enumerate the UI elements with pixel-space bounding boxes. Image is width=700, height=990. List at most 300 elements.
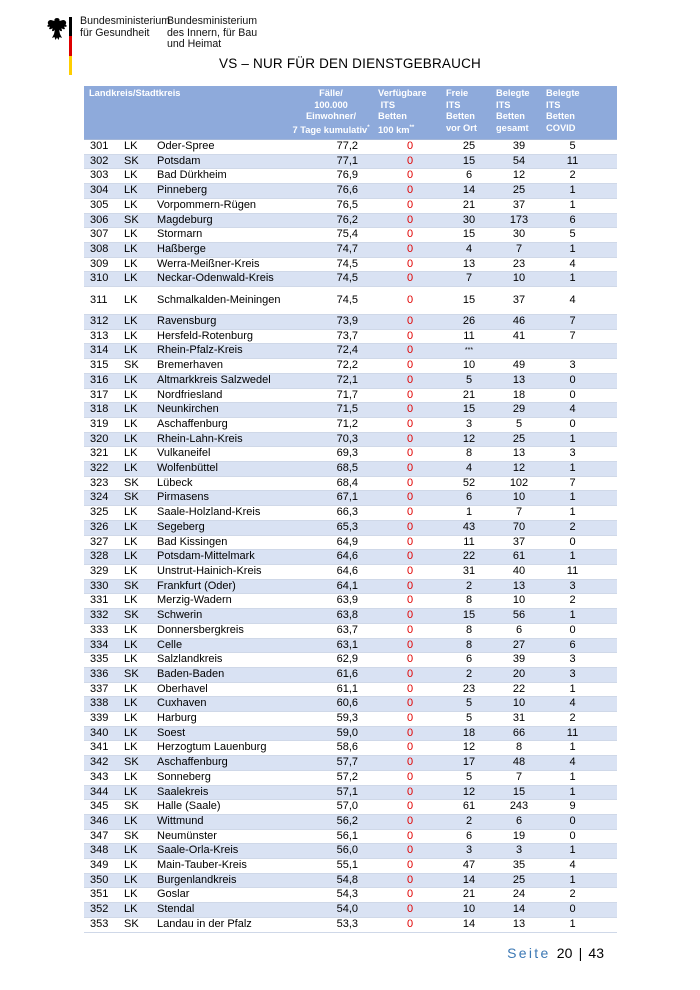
row-region-name: Rhein-Pfalz-Kreis	[153, 344, 286, 359]
page-total: 43	[588, 945, 604, 961]
table-row	[84, 873, 617, 888]
row-id: 321	[84, 447, 120, 462]
row-available-beds: 0	[376, 873, 444, 888]
row-type: LK	[120, 169, 153, 184]
row-occupied-beds: 22	[494, 682, 544, 697]
row-free-beds: 15	[444, 609, 494, 624]
row-id: 351	[84, 888, 120, 903]
row-region-name: Schmalkalden-Meiningen	[153, 287, 286, 315]
row-incidence-rate: 74,5	[286, 287, 376, 315]
row-incidence-rate: 59,3	[286, 712, 376, 727]
row-incidence-rate: 66,3	[286, 506, 376, 521]
row-occupied-beds: 13	[494, 373, 544, 388]
row-incidence-rate: 56,1	[286, 829, 376, 844]
row-occupied-beds: 5	[494, 417, 544, 432]
row-id: 344	[84, 785, 120, 800]
row-covid-beds: 1	[544, 873, 617, 888]
row-region-name: Baden-Baden	[153, 667, 286, 682]
row-covid-beds: 1	[544, 785, 617, 800]
row-region-name: Celle	[153, 638, 286, 653]
row-type: LK	[120, 388, 153, 403]
row-occupied-beds: 7	[494, 242, 544, 257]
row-id: 303	[84, 169, 120, 184]
table-row	[84, 432, 617, 447]
row-covid-beds: 1	[544, 770, 617, 785]
row-incidence-rate: 64,9	[286, 535, 376, 550]
row-occupied-beds: 37	[494, 198, 544, 213]
row-type: LK	[120, 859, 153, 874]
row-region-name: Stormarn	[153, 228, 286, 243]
row-occupied-beds: 10	[494, 491, 544, 506]
row-occupied-beds: 10	[494, 594, 544, 609]
row-id: 302	[84, 154, 120, 169]
row-type: LK	[120, 287, 153, 315]
table-row	[84, 814, 617, 829]
table-row	[84, 667, 617, 682]
row-occupied-beds: 12	[494, 169, 544, 184]
row-available-beds: 0	[376, 829, 444, 844]
row-id: 320	[84, 432, 120, 447]
row-id: 343	[84, 770, 120, 785]
row-region-name: Neckar-Odenwald-Kreis	[153, 272, 286, 287]
row-occupied-beds: 24	[494, 888, 544, 903]
table-row	[84, 373, 617, 388]
row-free-beds: 21	[444, 388, 494, 403]
row-id: 328	[84, 550, 120, 565]
row-free-beds: 14	[444, 184, 494, 199]
row-available-beds: 0	[376, 535, 444, 550]
row-covid-beds: 3	[544, 447, 617, 462]
table-row	[84, 844, 617, 859]
row-region-name: Aschaffenburg	[153, 756, 286, 771]
row-incidence-rate: 54,8	[286, 873, 376, 888]
row-covid-beds: 1	[544, 462, 617, 477]
page-number: 20	[556, 945, 573, 961]
row-id: 310	[84, 272, 120, 287]
table-row	[84, 140, 617, 155]
row-covid-beds: 2	[544, 594, 617, 609]
row-region-name: Rhein-Lahn-Kreis	[153, 432, 286, 447]
row-incidence-rate: 58,6	[286, 741, 376, 756]
row-available-beds: 0	[376, 506, 444, 521]
row-covid-beds: 5	[544, 228, 617, 243]
row-incidence-rate: 62,9	[286, 653, 376, 668]
row-type: LK	[120, 741, 153, 756]
row-region-name: Bremerhaven	[153, 359, 286, 374]
row-free-beds: 2	[444, 667, 494, 682]
row-type: LK	[120, 726, 153, 741]
row-occupied-beds: 31	[494, 712, 544, 727]
row-incidence-rate: 53,3	[286, 917, 376, 932]
row-type: SK	[120, 491, 153, 506]
row-type: LK	[120, 520, 153, 535]
row-id: 326	[84, 520, 120, 535]
row-occupied-beds: 41	[494, 329, 544, 344]
row-type: SK	[120, 359, 153, 374]
row-free-beds: 2	[444, 579, 494, 594]
row-occupied-beds: 13	[494, 917, 544, 932]
row-free-beds: 3	[444, 417, 494, 432]
row-id: 313	[84, 329, 120, 344]
header-region: Landkreis/Stadtkreis	[84, 86, 286, 140]
table-row	[84, 272, 617, 287]
row-type: SK	[120, 829, 153, 844]
row-covid-beds: 2	[544, 520, 617, 535]
row-available-beds: 0	[376, 140, 444, 155]
row-region-name: Potsdam-Mittelmark	[153, 550, 286, 565]
row-available-beds: 0	[376, 154, 444, 169]
row-incidence-rate: 64,6	[286, 564, 376, 579]
row-occupied-beds: 19	[494, 829, 544, 844]
row-available-beds: 0	[376, 476, 444, 491]
table-row	[84, 228, 617, 243]
row-id: 334	[84, 638, 120, 653]
table-row	[84, 242, 617, 257]
row-id: 324	[84, 491, 120, 506]
row-type: SK	[120, 476, 153, 491]
document-title: VS – NUR FÜR DEN DIENSTGEBRAUCH	[219, 56, 481, 71]
row-region-name: Segeberg	[153, 520, 286, 535]
row-available-beds: 0	[376, 359, 444, 374]
table-row	[84, 609, 617, 624]
row-type: LK	[120, 403, 153, 418]
row-available-beds: 0	[376, 770, 444, 785]
page-label: Seite	[507, 945, 551, 961]
row-free-beds: 15	[444, 403, 494, 418]
table-row	[84, 329, 617, 344]
row-occupied-beds: 6	[494, 814, 544, 829]
row-id: 331	[84, 594, 120, 609]
header-occupied-beds: Belegte ITS Betten gesamt	[494, 86, 544, 140]
row-occupied-beds: 10	[494, 272, 544, 287]
row-id: 327	[84, 535, 120, 550]
row-type: SK	[120, 213, 153, 228]
row-id: 353	[84, 917, 120, 932]
row-incidence-rate: 63,8	[286, 609, 376, 624]
row-covid-beds: 1	[544, 550, 617, 565]
row-region-name: Hersfeld-Rotenburg	[153, 329, 286, 344]
row-available-beds: 0	[376, 432, 444, 447]
row-covid-beds: 1	[544, 242, 617, 257]
row-covid-beds: 6	[544, 638, 617, 653]
row-available-beds: 0	[376, 550, 444, 565]
row-free-beds: 22	[444, 550, 494, 565]
row-region-name: Harburg	[153, 712, 286, 727]
row-free-beds: 26	[444, 315, 494, 330]
row-incidence-rate: 75,4	[286, 228, 376, 243]
row-free-beds: 15	[444, 228, 494, 243]
table-row	[84, 315, 617, 330]
header-rate: Fälle/ 100.000 Einwohner/ 7 Tage kumulativ*	[286, 86, 376, 140]
row-free-beds: 8	[444, 638, 494, 653]
row-covid-beds: 7	[544, 315, 617, 330]
table-row	[84, 653, 617, 668]
row-incidence-rate: 55,1	[286, 859, 376, 874]
row-covid-beds	[544, 344, 617, 359]
row-available-beds: 0	[376, 520, 444, 535]
row-type: SK	[120, 609, 153, 624]
row-id: 316	[84, 373, 120, 388]
row-free-beds: 4	[444, 242, 494, 257]
row-id: 307	[84, 228, 120, 243]
row-free-beds: 8	[444, 623, 494, 638]
row-region-name: Pirmasens	[153, 491, 286, 506]
row-type: LK	[120, 653, 153, 668]
row-incidence-rate: 74,7	[286, 242, 376, 257]
row-type: LK	[120, 550, 153, 565]
row-available-beds: 0	[376, 623, 444, 638]
row-region-name: Neunkirchen	[153, 403, 286, 418]
row-incidence-rate: 71,7	[286, 388, 376, 403]
row-type: LK	[120, 257, 153, 272]
row-incidence-rate: 59,0	[286, 726, 376, 741]
row-incidence-rate: 56,0	[286, 844, 376, 859]
row-id: 349	[84, 859, 120, 874]
ministry-interior-label: Bundesministerium des Innern, für Bau und Heimat	[167, 15, 258, 51]
row-free-beds: 5	[444, 712, 494, 727]
row-type: SK	[120, 154, 153, 169]
row-covid-beds: 7	[544, 329, 617, 344]
row-covid-beds: 2	[544, 888, 617, 903]
row-available-beds: 0	[376, 242, 444, 257]
row-type: LK	[120, 844, 153, 859]
row-region-name: Vorpommern-Rügen	[153, 198, 286, 213]
table-row	[84, 213, 617, 228]
row-free-beds: 43	[444, 520, 494, 535]
row-type: LK	[120, 228, 153, 243]
row-region-name: Goslar	[153, 888, 286, 903]
row-type: LK	[120, 417, 153, 432]
row-region-name: Landau in der Pfalz	[153, 917, 286, 932]
row-type: LK	[120, 272, 153, 287]
table-row	[84, 829, 617, 844]
row-free-beds: 8	[444, 594, 494, 609]
row-type: LK	[120, 432, 153, 447]
row-type: LK	[120, 344, 153, 359]
table-row	[84, 638, 617, 653]
row-incidence-rate: 68,4	[286, 476, 376, 491]
row-available-beds: 0	[376, 859, 444, 874]
row-incidence-rate: 64,6	[286, 550, 376, 565]
row-occupied-beds: 18	[494, 388, 544, 403]
row-available-beds: 0	[376, 682, 444, 697]
row-incidence-rate: 72,2	[286, 359, 376, 374]
row-incidence-rate: 73,7	[286, 329, 376, 344]
row-region-name: Potsdam	[153, 154, 286, 169]
row-incidence-rate: 54,0	[286, 903, 376, 918]
row-region-name: Lübeck	[153, 476, 286, 491]
row-covid-beds: 3	[544, 579, 617, 594]
row-type: LK	[120, 697, 153, 712]
row-free-beds: 11	[444, 535, 494, 550]
row-available-beds: 0	[376, 888, 444, 903]
row-id: 311	[84, 287, 120, 315]
table-row	[84, 184, 617, 199]
row-occupied-beds: 54	[494, 154, 544, 169]
row-incidence-rate: 57,2	[286, 770, 376, 785]
row-free-beds: 4	[444, 462, 494, 477]
row-available-beds: 0	[376, 800, 444, 815]
row-id: 314	[84, 344, 120, 359]
row-free-beds: 10	[444, 903, 494, 918]
row-available-beds: 0	[376, 785, 444, 800]
table-row	[84, 287, 617, 315]
row-id: 301	[84, 140, 120, 155]
row-covid-beds: 4	[544, 287, 617, 315]
row-free-beds: 11	[444, 329, 494, 344]
row-occupied-beds: 39	[494, 140, 544, 155]
row-occupied-beds: 48	[494, 756, 544, 771]
row-free-beds: 10	[444, 359, 494, 374]
row-free-beds: 47	[444, 859, 494, 874]
row-region-name: Soest	[153, 726, 286, 741]
row-available-beds: 0	[376, 198, 444, 213]
row-id: 319	[84, 417, 120, 432]
row-id: 347	[84, 829, 120, 844]
row-occupied-beds	[494, 344, 544, 359]
row-covid-beds: 1	[544, 506, 617, 521]
row-region-name: Haßberge	[153, 242, 286, 257]
row-occupied-beds: 12	[494, 462, 544, 477]
row-occupied-beds: 23	[494, 257, 544, 272]
row-occupied-beds: 102	[494, 476, 544, 491]
row-free-beds: 17	[444, 756, 494, 771]
row-type: LK	[120, 770, 153, 785]
table-row	[84, 462, 617, 477]
table-row	[84, 712, 617, 727]
row-covid-beds: 1	[544, 184, 617, 199]
row-free-beds: 25	[444, 140, 494, 155]
table-row	[84, 154, 617, 169]
row-free-beds: 6	[444, 169, 494, 184]
row-available-beds: 0	[376, 579, 444, 594]
row-incidence-rate: 76,2	[286, 213, 376, 228]
row-free-beds: 6	[444, 829, 494, 844]
row-free-beds: 12	[444, 741, 494, 756]
row-region-name: Schwerin	[153, 609, 286, 624]
row-available-beds: 0	[376, 257, 444, 272]
ministry-health-label: Bundesministerium für Gesundheit	[80, 15, 171, 39]
header-covid-beds: Belegte ITS Betten COVID	[544, 86, 617, 140]
row-incidence-rate: 57,0	[286, 800, 376, 815]
row-free-beds: 5	[444, 770, 494, 785]
row-occupied-beds: 40	[494, 564, 544, 579]
row-incidence-rate: 71,5	[286, 403, 376, 418]
row-id: 332	[84, 609, 120, 624]
row-region-name: Magdeburg	[153, 213, 286, 228]
row-covid-beds: 1	[544, 432, 617, 447]
row-incidence-rate: 73,9	[286, 315, 376, 330]
row-occupied-beds: 25	[494, 184, 544, 199]
flag-red	[69, 36, 72, 55]
table-row	[84, 491, 617, 506]
row-occupied-beds: 70	[494, 520, 544, 535]
row-id: 308	[84, 242, 120, 257]
row-id: 318	[84, 403, 120, 418]
row-available-beds: 0	[376, 594, 444, 609]
row-id: 305	[84, 198, 120, 213]
table-row	[84, 917, 617, 932]
row-region-name: Werra-Meißner-Kreis	[153, 257, 286, 272]
table-row	[84, 403, 617, 418]
row-region-name: Wolfenbüttel	[153, 462, 286, 477]
row-available-beds: 0	[376, 272, 444, 287]
row-covid-beds: 3	[544, 359, 617, 374]
row-covid-beds: 1	[544, 491, 617, 506]
row-incidence-rate: 64,1	[286, 579, 376, 594]
row-type: LK	[120, 873, 153, 888]
row-available-beds: 0	[376, 491, 444, 506]
row-type: LK	[120, 329, 153, 344]
table-row	[84, 447, 617, 462]
row-covid-beds: 11	[544, 726, 617, 741]
table-row	[84, 344, 617, 359]
row-occupied-beds: 30	[494, 228, 544, 243]
row-type: LK	[120, 638, 153, 653]
federal-eagle-icon	[46, 17, 68, 41]
row-type: LK	[120, 315, 153, 330]
row-type: LK	[120, 535, 153, 550]
table-row	[84, 697, 617, 712]
flag-black	[69, 17, 72, 36]
row-region-name: Pinneberg	[153, 184, 286, 199]
row-type: SK	[120, 917, 153, 932]
row-region-name: Nordfriesland	[153, 388, 286, 403]
row-id: 333	[84, 623, 120, 638]
row-occupied-beds: 29	[494, 403, 544, 418]
table-body	[84, 140, 617, 933]
row-available-beds: 0	[376, 903, 444, 918]
row-occupied-beds: 61	[494, 550, 544, 565]
row-incidence-rate: 74,5	[286, 272, 376, 287]
row-type: SK	[120, 800, 153, 815]
row-covid-beds: 0	[544, 814, 617, 829]
row-covid-beds: 0	[544, 535, 617, 550]
row-incidence-rate: 63,9	[286, 594, 376, 609]
row-occupied-beds: 14	[494, 903, 544, 918]
row-id: 329	[84, 564, 120, 579]
row-incidence-rate: 76,6	[286, 184, 376, 199]
row-covid-beds: 1	[544, 682, 617, 697]
row-covid-beds: 6	[544, 213, 617, 228]
row-free-beds: 15	[444, 154, 494, 169]
table-row	[84, 623, 617, 638]
table-row	[84, 550, 617, 565]
row-occupied-beds: 37	[494, 287, 544, 315]
row-covid-beds: 7	[544, 476, 617, 491]
row-region-name: Salzlandkreis	[153, 653, 286, 668]
page-separator: |	[578, 945, 583, 961]
its-beds-table	[84, 86, 617, 933]
row-available-beds: 0	[376, 756, 444, 771]
table-row	[84, 682, 617, 697]
row-available-beds: 0	[376, 329, 444, 344]
row-id: 350	[84, 873, 120, 888]
row-occupied-beds: 173	[494, 213, 544, 228]
row-covid-beds: 9	[544, 800, 617, 815]
row-covid-beds: 2	[544, 169, 617, 184]
row-id: 330	[84, 579, 120, 594]
table-row	[84, 726, 617, 741]
table-row	[84, 257, 617, 272]
row-covid-beds: 3	[544, 653, 617, 668]
row-incidence-rate: 63,1	[286, 638, 376, 653]
row-id: 325	[84, 506, 120, 521]
row-incidence-rate: 57,1	[286, 785, 376, 800]
row-type: LK	[120, 242, 153, 257]
row-free-beds: 14	[444, 917, 494, 932]
row-free-beds: 18	[444, 726, 494, 741]
